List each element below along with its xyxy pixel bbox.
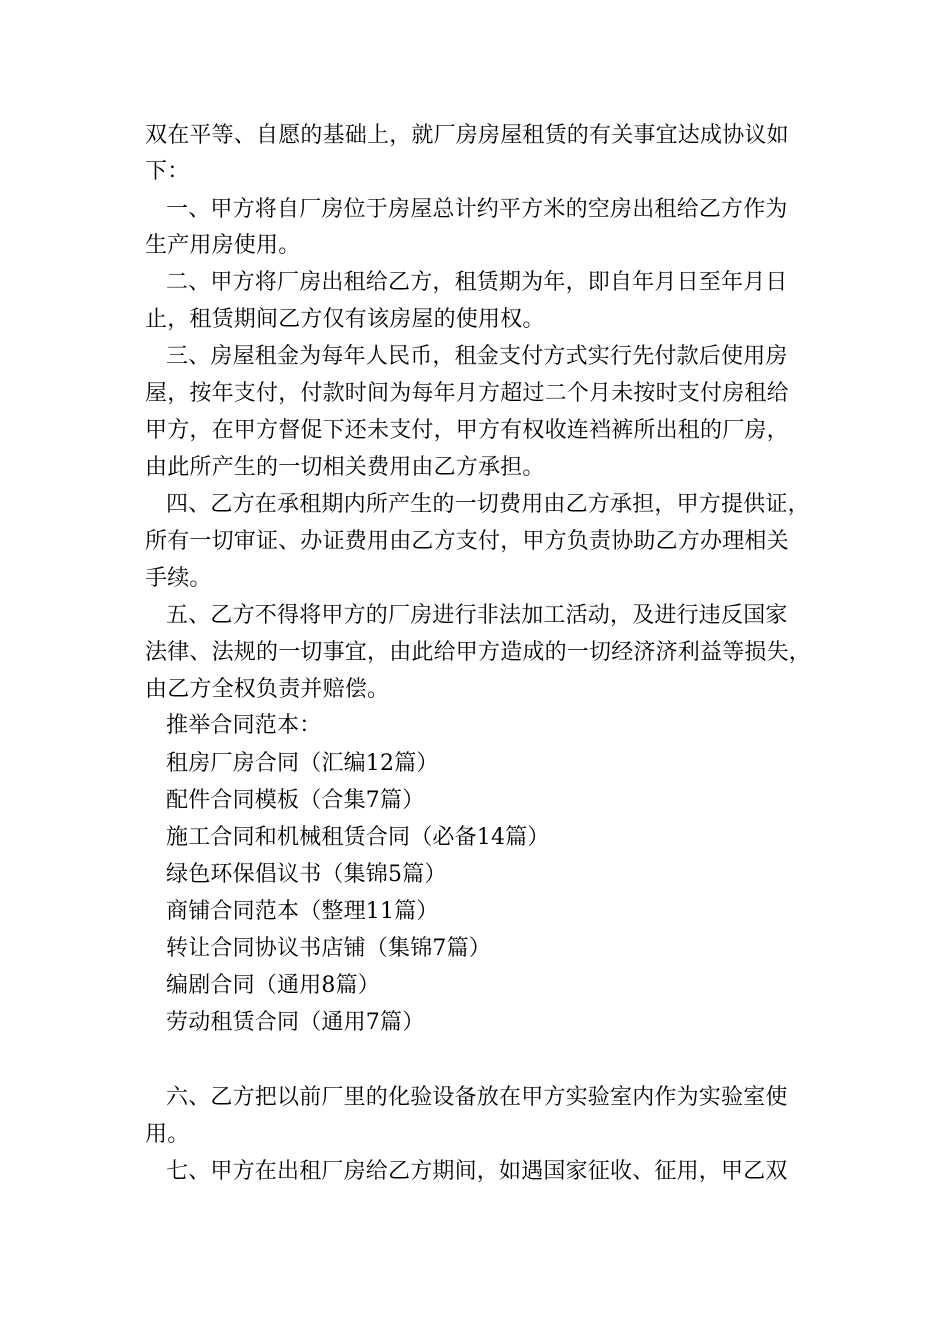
- paragraph-line: 所有一切审证、办证费用由乙方支付，甲方负责协助乙方办理相关: [145, 529, 789, 554]
- paragraph-line: 由此所产生的一切相关费用由乙方承担。: [145, 455, 545, 480]
- paragraph-line: 一、甲方将自厂房位于房屋总计约平方米的空房出租给乙方作为: [166, 197, 788, 222]
- recommend-link[interactable]: 施工合同和机械租赁合同（必备14篇）: [166, 825, 550, 850]
- recommend-link[interactable]: 编剧合同（通用8篇）: [166, 973, 380, 998]
- paragraph-line: 二、甲方将厂房出租给乙方，租赁期为年，即自年月日至年月日: [166, 270, 788, 295]
- paragraph-line: 双在平等、自愿的基础上，就厂房房屋租赁的有关事宜达成协议如: [145, 123, 789, 148]
- paragraph-line: 五、乙方不得将甲方的厂房进行非法加工活动，及进行违反国家: [166, 603, 788, 628]
- recommend-link[interactable]: 转让合同协议书店铺（集锦7篇）: [166, 936, 491, 961]
- paragraph-line: 六、乙方把以前厂里的化验设备放在甲方实验室内作为实验室使: [166, 1085, 788, 1110]
- paragraph-line: 止，租赁期间乙方仅有该房屋的使用权。: [145, 307, 545, 332]
- paragraph-line: 用。: [145, 1122, 190, 1147]
- recommend-link[interactable]: 绿色环保倡议书（集锦5篇）: [166, 862, 447, 887]
- paragraph-line: 手续。: [145, 566, 212, 591]
- recommend-link[interactable]: 配件合同模板（合集7篇）: [166, 788, 425, 813]
- paragraph-line: 下：: [145, 159, 190, 184]
- paragraph-line: 四、乙方在承租期内所产生的一切费用由乙方承担，甲方提供证，: [166, 492, 810, 517]
- paragraph-line: 生产用房使用。: [145, 233, 301, 258]
- paragraph-line: 甲方，在甲方督促下还未支付，甲方有权收连裆裤所出租的厂房，: [145, 418, 789, 443]
- paragraph-line: 屋，按年支付，付款时间为每年月方超过二个月未按时支付房租给: [145, 381, 789, 406]
- recommend-link[interactable]: 商铺合同范本（整理11篇）: [166, 899, 439, 924]
- paragraph-line: 法律、法规的一切事宜，由此给甲方造成的一切经济济利益等损失，: [145, 640, 812, 665]
- recommend-heading: 推举合同范本：: [166, 713, 322, 738]
- paragraph-line: 由乙方全权负责并赔偿。: [145, 677, 390, 702]
- recommend-link[interactable]: 劳动租赁合同（通用7篇）: [166, 1010, 425, 1035]
- paragraph-line: 七、甲方在出租厂房给乙方期间，如遇国家征收、征用，甲乙双: [166, 1159, 788, 1184]
- paragraph-line: 三、房屋租金为每年人民币，租金支付方式实行先付款后使用房: [166, 344, 788, 369]
- recommend-link[interactable]: 租房厂房合同（汇编12篇）: [166, 751, 439, 776]
